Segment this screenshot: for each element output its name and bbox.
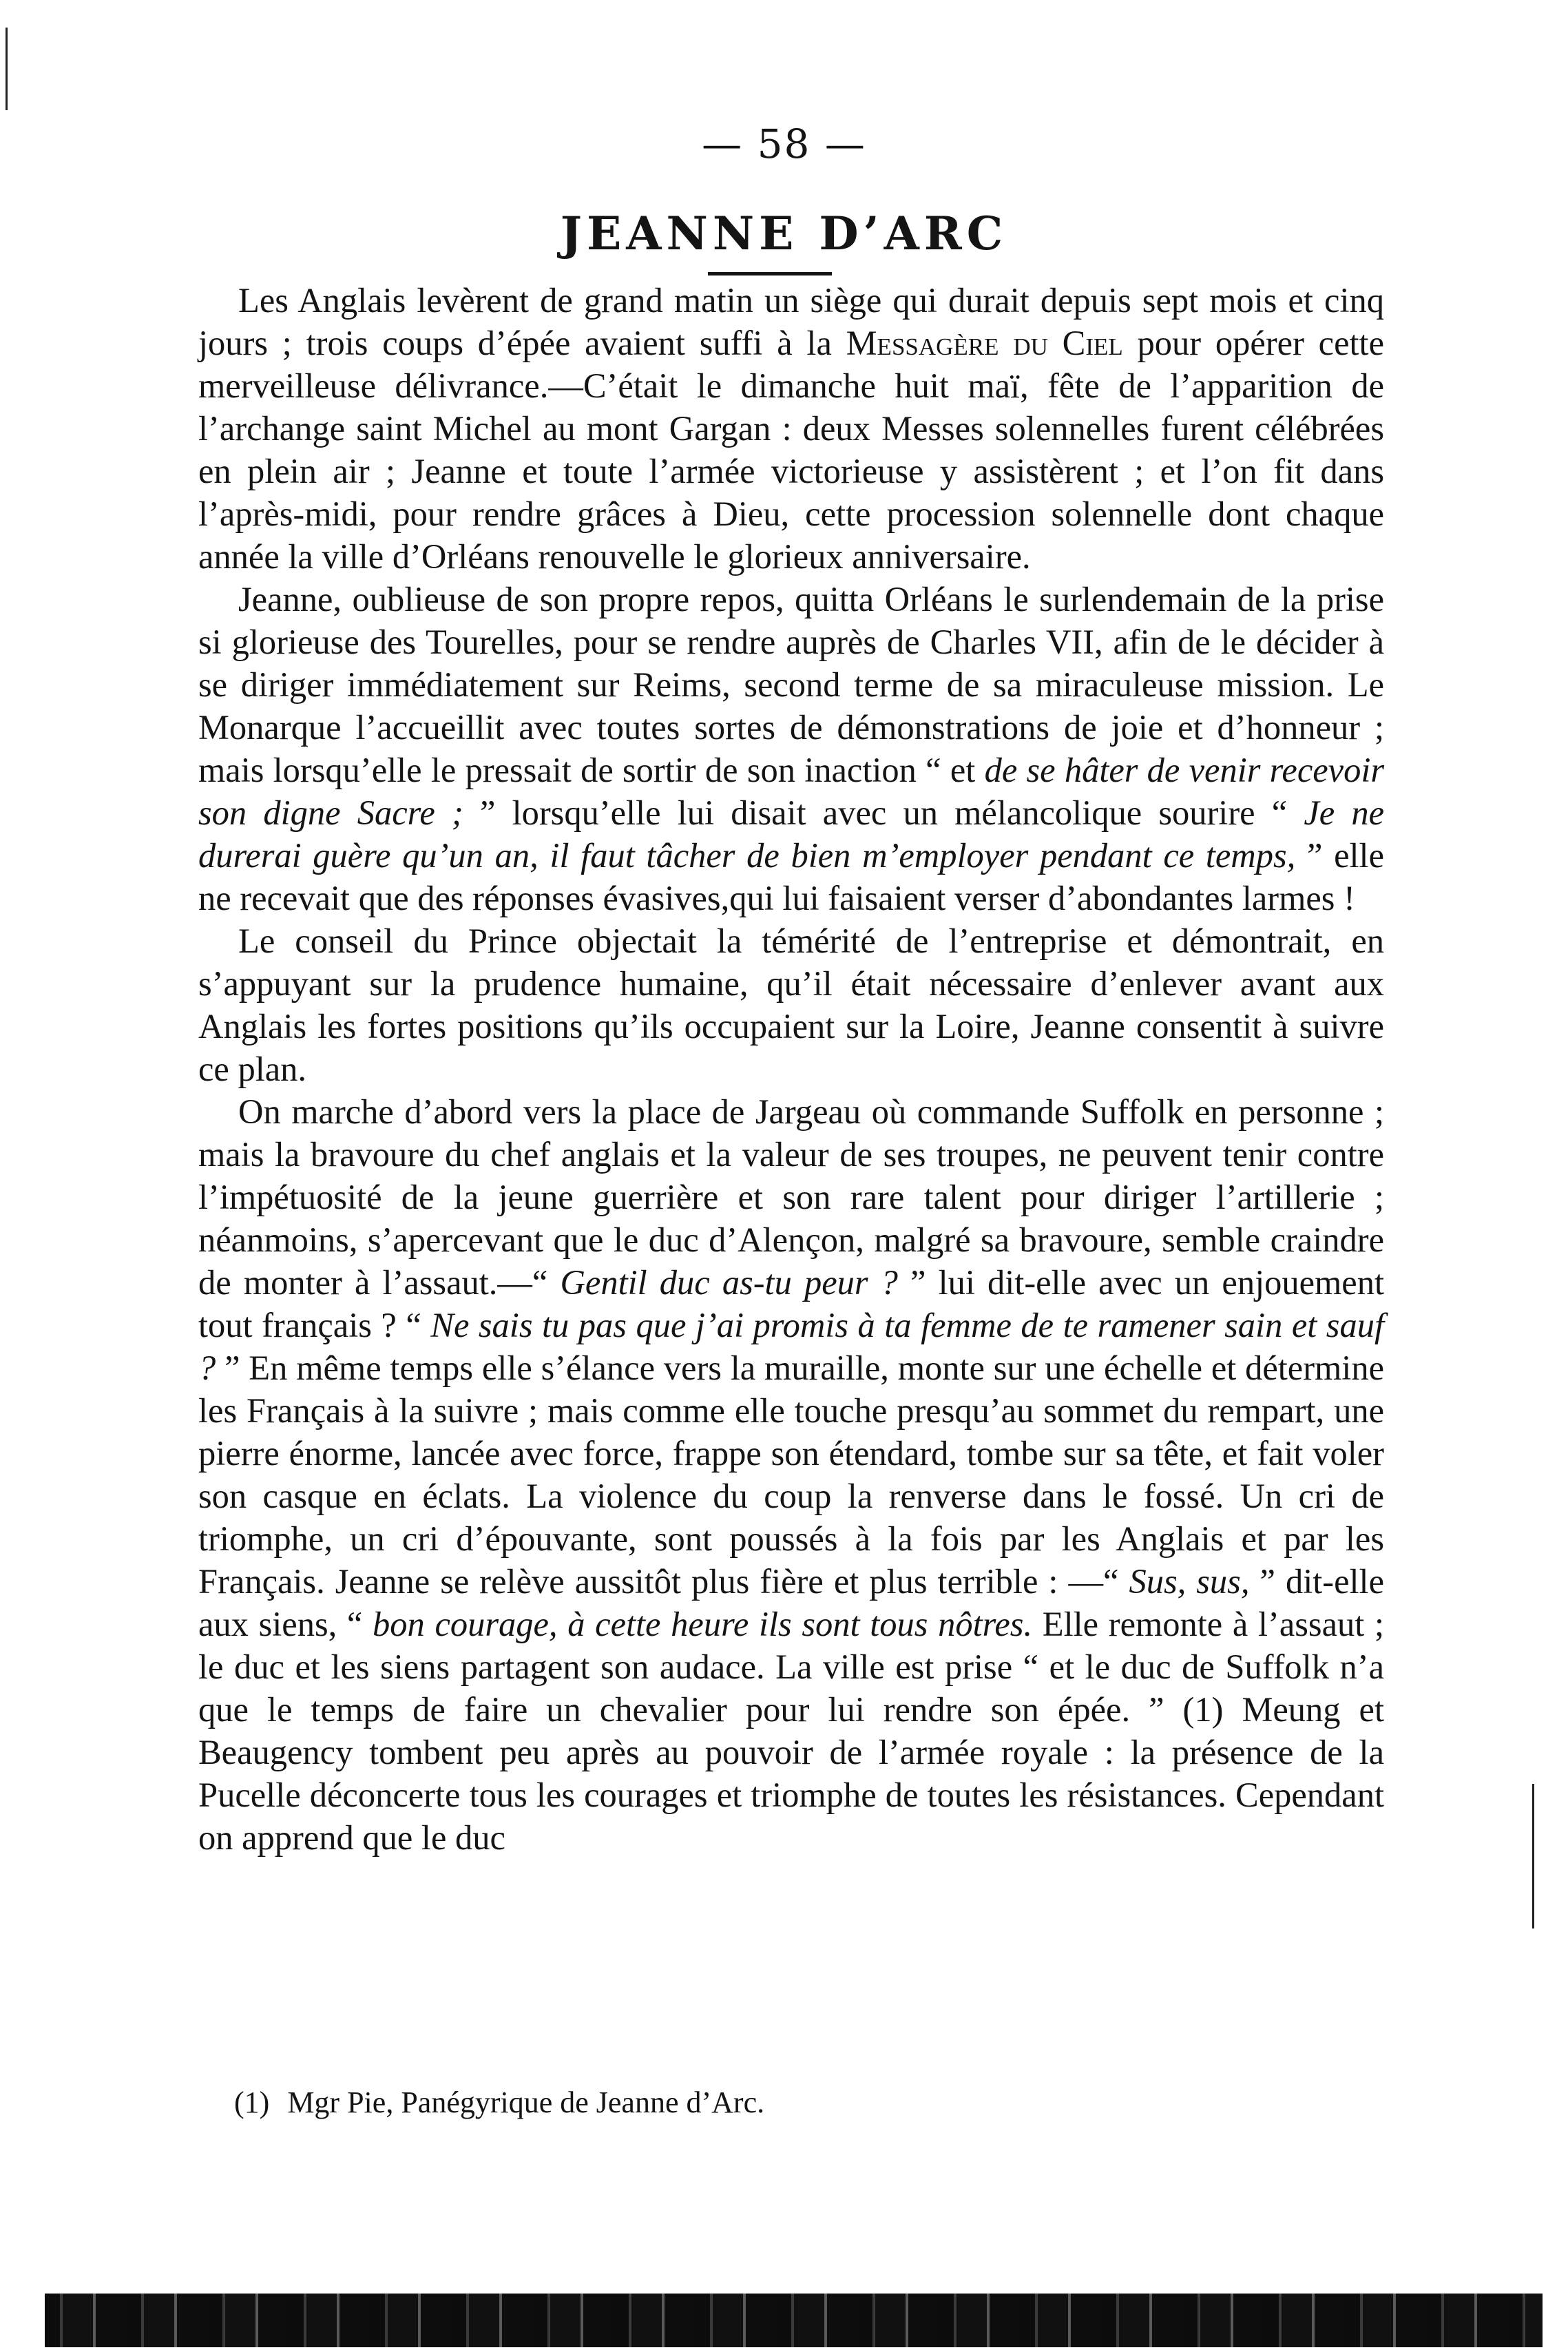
chapter-title: JEANNE D’ARC [560, 207, 1008, 260]
scan-edge-band [45, 2294, 1543, 2347]
scan-margin-mark [1532, 1784, 1534, 1928]
body-text [198, 279, 1384, 1859]
paragraph-3: Le conseil du Prince objectait la témérité de l’entreprise et démontrait, en s’appuyant sur la prudence humaine, qu’il était nécessaire d’enlever avant aux Anglais les fortes positions qu’ils occupaient sur la Loire, Jeanne consentit à suivre ce plan. [198, 922, 1384, 1088]
footnote-text: Mgr Pie, Panégyrique de Jeanne d’Arc. [287, 2086, 765, 2119]
footnote-mark: (1) [234, 2086, 270, 2119]
paragraph-1: Les Anglais levèrent de grand matin un siège qui durait depuis sept mois et cinq jours ; trois coups d’épée avaient suffi à la Messagère du Ciel pour opérer cette merveilleuse délivrance.—C’était le dimanche huit maï, fête de l’apparition de l’archange saint Michel au mont Gargan : deux Messes solennelles furent célébrées en plein air ; Jeanne et toute l’armée victorieuse y assistèrent ; et l’on fit dans l’après-midi, pour rendre grâces à Dieu, cette procession solennelle dont chaque année la ville d’Orléans renouvelle le glorieux anniversaire. [198, 281, 1384, 576]
paragraph-2: Jeanne, oublieuse de son propre repos, quitta Orléans le surlendemain de la prise si glorieuse des Tourelles, pour se rendre auprès de Charles VII, afin de le décider à se diriger immédiatement sur Reims, second terme de sa miraculeuse mission. Le Monarque l’accueillit avec toutes sortes de démonstrations de joie et d’honneur ; mais lorsqu’elle le pressait de sortir de son inaction “ et de se hâter de venir recevoir son digne Sacre ; ” lorsqu’elle lui disait avec un mélancolique sourire “ Je ne durerai guère qu’un an, il faut tâcher de bien m’employer pendant ce temps, ” elle ne recevait que des réponses évasives,qui lui faisaient verser d’abondantes larmes ! [198, 580, 1385, 917]
footnote [234, 2083, 1336, 2122]
paragraph-4: On marche d’abord vers la place de Jargeau où commande Suffolk en personne ; mais la bravoure du chef anglais et la valeur de ses troupes, ne peuvent tenir contre l’impétuosité de la jeune guerrière et son rare talent pour diriger l’artillerie ; néanmoins, s’apercevant que le duc d’Alençon, malgré sa bravoure, semble craindre de monter à l’assaut.—“ Gentil duc as-tu peur ? ” lui dit-elle avec un enjouement tout français ? “ Ne sais tu pas que j’ai promis à ta femme de te ramener sain et sauf ? ” En même temps elle s’élance vers la muraille, monte sur une échelle et détermine les Français à la suivre ; mais comme elle touche presqu’au sommet du rempart, une pierre énorme, lancée avec force, frappe son étendard, tombe sur sa tête, et fait voler son casque en éclats. La violence du coup la renverse dans le fossé. Un cri de triomphe, un cri d’épouvante, sont poussés à la fois par les Anglais et par les Français. Jeanne se relève aussitôt plus fière et plus terrible : —“ Sus, sus, ” dit-elle aux siens, “ bon courage, à cette heure ils sont tous nôtres. Elle remonte à l’assaut ; le duc et les siens partagent son audace. La ville est prise “ et le duc de Suffolk n’a que le temps de faire un chevalier pour lui rendre son épée. ” (1) Meung et Beaugency tombent peu après au pouvoir de l’armée royale : la présence de la Pucelle déconcerte tous les courages et triomphe de toutes les résistances. Cependant on apprend que le duc [198, 1092, 1384, 1857]
page-number: — 58 — [702, 121, 866, 167]
scan-margin-mark [6, 28, 8, 110]
title-rule [708, 272, 832, 275]
